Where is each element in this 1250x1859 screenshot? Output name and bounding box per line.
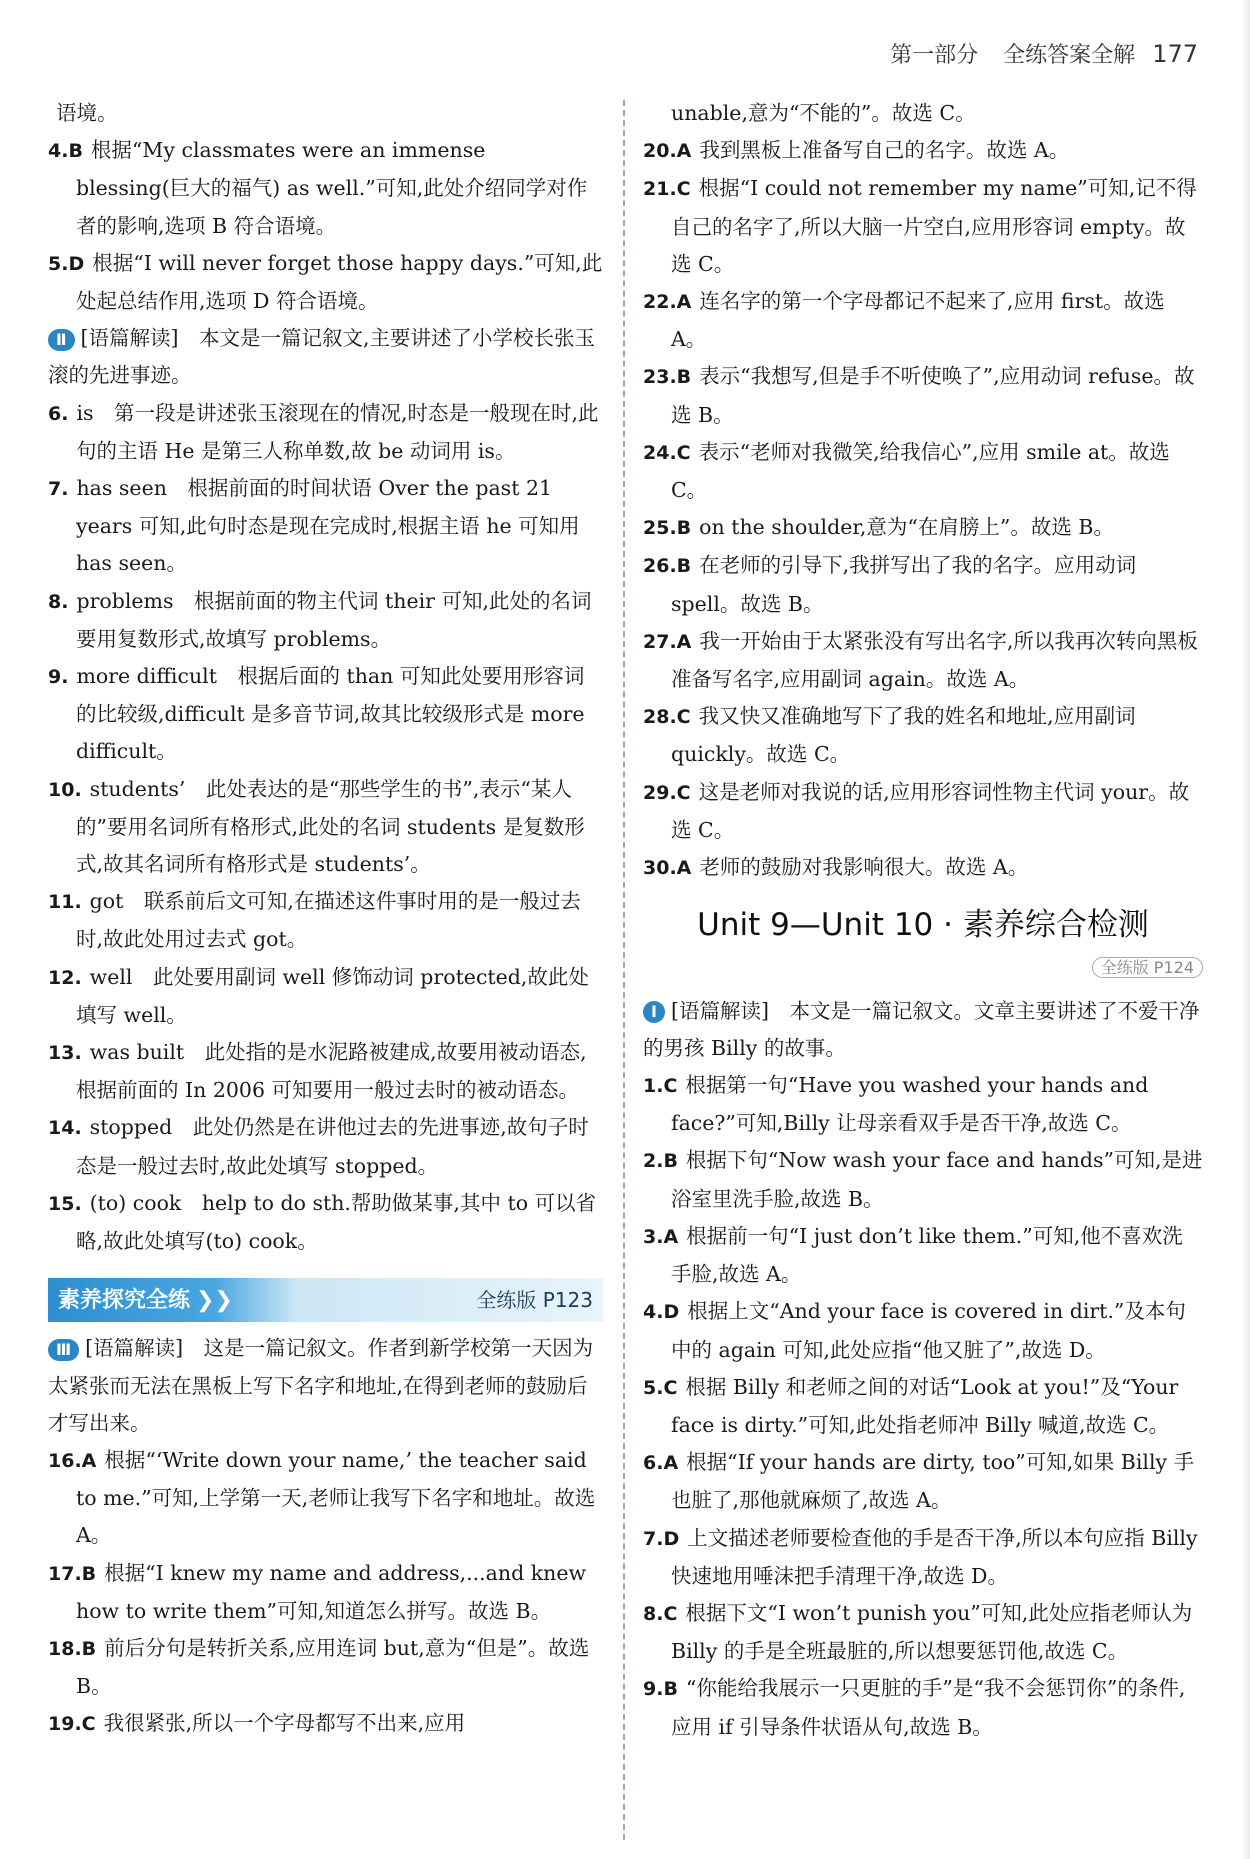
- section-iii-badge: Ⅲ: [48, 1339, 79, 1361]
- answer-text: is 第一段是讲述张玉滚现在的情况,时态是一般现在时,此句的主语 He 是第三人称单数,故 be 动词用 is。: [76, 400, 599, 463]
- section-iii-intro: [48, 1330, 603, 1442]
- answer-text: 根据“I will never forget those happy days.”可知,此处起总结作用,选项 D 符合语境。: [76, 250, 603, 314]
- answer-text: was built 此处指的是水泥路被建成,故要用被动语态,根据前面的 In 2006 可知要用一般过去时的被动语态。: [76, 1040, 587, 1103]
- answer-number: 11.: [48, 891, 82, 914]
- answer-text: 根据 Billy 和老师之间的对话“Look at you!”及“Your face is dirty.”可知,此处指老师冲 Billy 喊道,故选 C。: [671, 1374, 1179, 1437]
- answer-text: 根据“If your hands are dirty, too”可知,如果 Billy 手也脏了,那他就麻烦了,故选 A。: [671, 1450, 1195, 1513]
- answer-number: 18.B: [48, 1637, 97, 1660]
- answer-number: 6.: [48, 402, 69, 425]
- answer-text: well 此处要用副词 well 修饰动词 protected,故此处填写 well。: [76, 964, 589, 1027]
- answer-text: 表示“老师对我微笑,给我信心”,应用 smile at。故选 C。: [671, 439, 1170, 503]
- answer-item: [643, 434, 1203, 509]
- answer-item: [48, 132, 603, 245]
- answer-text: 前后分句是转折关系,应用连词 but,意为“但是”。故选 B。: [76, 1635, 590, 1699]
- answer-item: [643, 623, 1203, 698]
- unit-ref-badge: [643, 948, 1203, 986]
- answer-text: more difficult 根据后面的 than 可知此处要用形容词的比较级,difficult 是多音节词,故其比较级形式是 more difficult。: [76, 664, 585, 764]
- answer-text: 我到黑板上准备写自己的名字。故选 A。: [699, 138, 1070, 163]
- answer-number: 30.A: [643, 857, 692, 880]
- page-header: [890, 38, 1198, 69]
- answer-text: 根据下文“I won’t punish you”可知,此处应指老师认为 Billy 的手是全班最脏的,所以想要惩罚他,故选 C。: [671, 1600, 1193, 1664]
- left-answers-b: [48, 395, 603, 1261]
- answer-text: 根据“My classmates were an immense blessing(巨大的福气) as well.”可知,此处介绍同学对作者的影响,选项 B 符合语境。: [76, 138, 588, 238]
- answer-number: 25.B: [643, 517, 692, 540]
- answer-item: [48, 1555, 603, 1630]
- answer-text: “你能给我展示一只更脏的手”是“我不会惩罚你”的条件,应用 if 引导条件状语从句,故选 B。: [671, 1676, 1186, 1739]
- answer-item: [643, 849, 1203, 887]
- answer-text: problems 根据前面的物主代词 their 可知,此处的名词要用复数形式,故填写 problems。: [76, 588, 592, 651]
- page-number: 177: [1152, 40, 1198, 68]
- right-top-text: unable,意为“不能的”。故选 C。: [671, 101, 976, 125]
- right-answers-a: [643, 132, 1203, 887]
- answer-text: 我很紧张,所以一个字母都写不出来,应用: [103, 1711, 466, 1736]
- answer-item: [48, 959, 603, 1034]
- answer-number: 7.: [48, 478, 69, 501]
- answer-number: 26.B: [643, 555, 692, 578]
- answer-item: [643, 547, 1203, 622]
- answer-number: 3.A: [643, 1225, 679, 1248]
- answer-number: 1.C: [643, 1075, 678, 1098]
- answer-number: 15.: [48, 1192, 82, 1215]
- answer-number: 28.C: [643, 706, 691, 729]
- answer-text: 表示“我想写,但是手不听使唤了”,应用动词 refuse。故选 B。: [671, 364, 1195, 427]
- answer-item: [48, 1442, 603, 1555]
- section-ii-intro: [48, 320, 603, 394]
- answer-number: 4.D: [643, 1301, 680, 1324]
- unit-ref-text: 全练版 P124: [1092, 957, 1203, 978]
- answer-text: 上文描述老师要检查他的手是否干净,所以本句应指 Billy 快速地用唾沫把手清理干净,故选 D。: [671, 1525, 1198, 1588]
- answer-text: 我一开始由于太紧张没有写出名字,所以我再次转向黑板准备写名字,应用副词 again。故选 A。: [671, 628, 1198, 692]
- answer-item: [643, 698, 1203, 773]
- left-answers-a: [48, 132, 603, 320]
- answer-number: 6.A: [643, 1452, 679, 1475]
- answer-text: (to) cook help to do sth.帮助做某事,其中 to 可以省略,故此处填写(to) cook。: [76, 1190, 597, 1254]
- answer-item: [48, 1034, 603, 1109]
- right-column: [643, 95, 1203, 1746]
- answer-text: 我又快又准确地写下了我的姓名和地址,应用副词 quickly。故选 C。: [671, 704, 1136, 767]
- answer-item: [48, 1630, 603, 1705]
- page-edge-shadow: [1240, 0, 1250, 1859]
- answer-text: has seen 根据前面的时间状语 Over the past 21 years 可知,此句时态是现在完成时,根据主语 he 可知用 has seen。: [76, 476, 580, 576]
- answer-number: 8.: [48, 590, 69, 613]
- banner-title: 素养探究全练: [58, 1287, 191, 1313]
- answer-item: [643, 509, 1203, 547]
- answer-number: 5.D: [48, 252, 85, 275]
- right-answers-b: [643, 1067, 1203, 1746]
- answer-item: [643, 170, 1203, 283]
- answer-number: 9.B: [643, 1678, 678, 1701]
- answer-number: 17.B: [48, 1562, 97, 1585]
- answer-number: 22.A: [643, 291, 692, 314]
- answer-item: [48, 658, 603, 771]
- answer-item: [643, 1369, 1203, 1444]
- answer-number: 10.: [48, 778, 82, 801]
- answer-number: 2.B: [643, 1150, 678, 1173]
- answer-number: 21.C: [643, 178, 691, 201]
- answer-number: 29.C: [643, 781, 691, 804]
- answer-item: [48, 1185, 603, 1260]
- section-ii-text: [语篇解读] 本文是一篇记叙文,主要讲述了小学校长张玉滚的先进事迹。: [48, 326, 596, 388]
- answer-number: 13.: [48, 1042, 82, 1065]
- header-section: 第一部分: [890, 43, 979, 68]
- answer-text: 根据下句“Now wash your face and hands”可知,是进浴室里洗手脸,故选 B。: [671, 1148, 1203, 1211]
- answer-text: on the shoulder,意为“在肩膀上”。故选 B。: [699, 515, 1114, 540]
- answer-item: [48, 470, 603, 583]
- answer-item: [48, 583, 603, 658]
- answer-text: 连名字的第一个字母都记不起来了,应用 first。故选 A。: [671, 289, 1165, 352]
- answer-item: [643, 1067, 1203, 1142]
- answer-text: got 联系前后文可知,在描述这件事时用的是一般过去时,故此处用过去式 got。: [76, 889, 581, 952]
- answer-item: [48, 771, 603, 884]
- answer-item: [643, 283, 1203, 358]
- answer-number: 20.A: [643, 140, 692, 163]
- answer-number: 19.C: [48, 1713, 96, 1736]
- answer-number: 7.D: [643, 1527, 680, 1550]
- section-i-text: [语篇解读] 本文是一篇记叙文。文章主要讲述了不爱干净的男孩 Billy 的故事。: [643, 998, 1200, 1060]
- answer-item: [643, 358, 1203, 433]
- unit-title: Unit 9—Unit 10 · 素养综合检测: [697, 907, 1149, 944]
- banner-ref: 全练版 P123: [476, 1287, 593, 1312]
- answer-number: 12.: [48, 966, 82, 989]
- answer-number: 23.B: [643, 366, 692, 389]
- answer-item: [48, 245, 603, 320]
- section-ii-badge: Ⅱ: [48, 329, 75, 351]
- answer-item: [643, 774, 1203, 849]
- answer-number: 14.: [48, 1117, 82, 1140]
- answer-item: [643, 1444, 1203, 1519]
- answer-item: [48, 395, 603, 470]
- answer-item: [643, 132, 1203, 170]
- answer-text: stopped 此处仍然是在讲他过去的先进事迹,故句子时态是一般过去时,故此处填写 stopped。: [76, 1115, 589, 1178]
- answer-text: 老师的鼓励对我影响很大。故选 A。: [699, 855, 1029, 880]
- chevron-right-icon: ❯❯: [196, 1287, 233, 1313]
- answer-item: [48, 1109, 603, 1184]
- answer-number: 16.A: [48, 1449, 97, 1472]
- answer-text: 根据“I could not remember my name”可知,记不得自己的名字了,所以大脑一片空白,应用形容词 empty。故选 C。: [671, 176, 1197, 276]
- answer-text: students’ 此处表达的是“那些学生的书”,表示“某人的”要用名词所有格形式,此处的名词 students 是复数形式,故其名词所有格形式是 students’。: [76, 776, 585, 877]
- answer-number: 8.C: [643, 1602, 678, 1625]
- answer-item: [48, 883, 603, 958]
- header-title: 全练答案全解: [1003, 43, 1136, 68]
- answer-text: 根据前一句“I just don’t like them.”可知,他不喜欢洗手脸,故选 A。: [671, 1223, 1183, 1287]
- answer-text: 在老师的引导下,我拼写出了我的名字。应用动词 spell。故选 B。: [671, 553, 1137, 616]
- section-i-intro: [643, 993, 1203, 1067]
- answer-item: [643, 1218, 1203, 1293]
- answer-item: [48, 1705, 603, 1743]
- answer-item: [643, 1520, 1203, 1595]
- answer-text: 这是老师对我说的话,应用形容词性物主代词 your。故选 C。: [671, 779, 1190, 842]
- left-answers-c: [48, 1442, 603, 1744]
- answer-text: 根据上文“And your face is covered in dirt.”及本句中的 again 可知,此处应指“他又脏了”,故选 D。: [671, 1299, 1186, 1362]
- answer-number: 4.B: [48, 140, 83, 163]
- answer-number: 5.C: [643, 1376, 678, 1399]
- answer-text: 根据“‘Write down your name,’ the teacher said to me.”可知,上学第一天,老师让我写下名字和地址。故选 A。: [76, 1447, 596, 1548]
- left-top-text: 语境。: [56, 101, 118, 125]
- answer-item: [643, 1293, 1203, 1368]
- answer-text: 根据第一句“Have you washed your hands and face?”可知,Billy 让母亲看双手是否干净,故选 C。: [671, 1073, 1149, 1136]
- section-iii-text: [语篇解读] 这是一篇记叙文。作者到新学校第一天因为太紧张而无法在黑板上写下名字和地址,在得到老师的鼓励后才写出来。: [48, 1336, 594, 1435]
- answer-item: [643, 1142, 1203, 1217]
- answer-number: 27.A: [643, 630, 692, 653]
- column-divider: [623, 100, 625, 1840]
- answer-item: [643, 1670, 1203, 1745]
- section-banner: [48, 1278, 603, 1322]
- answer-text: 根据“I knew my name and address,...and knew how to write them”可知,知道怎么拼写。故选 B。: [76, 1560, 587, 1623]
- answer-number: 9.: [48, 666, 69, 689]
- answer-number: 24.C: [643, 441, 691, 464]
- section-i-badge: Ⅰ: [643, 1001, 665, 1023]
- left-column: [48, 95, 603, 1744]
- answer-item: [643, 1595, 1203, 1670]
